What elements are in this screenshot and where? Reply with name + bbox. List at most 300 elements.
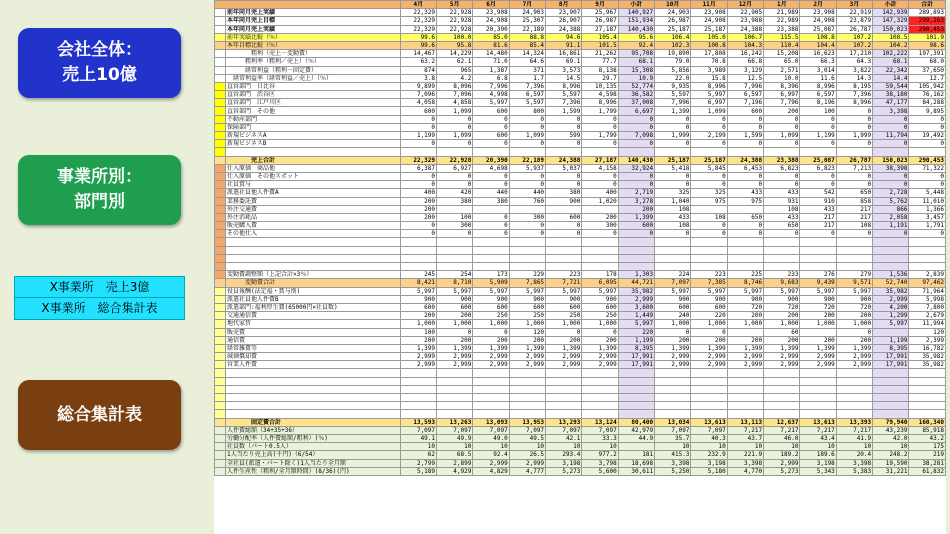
data-cell[interactable]: 95.8 bbox=[437, 41, 473, 49]
data-cell[interactable]: 245 bbox=[400, 271, 436, 279]
data-cell[interactable]: 19,890 bbox=[655, 50, 691, 58]
data-cell[interactable]: 0 bbox=[546, 123, 582, 131]
data-cell[interactable]: 23,388 bbox=[764, 25, 800, 33]
data-cell[interactable]: 6,095 bbox=[582, 279, 618, 287]
data-cell[interactable]: 95,708 bbox=[618, 50, 654, 58]
data-cell[interactable]: 5,997 bbox=[400, 287, 436, 295]
data-cell[interactable] bbox=[582, 410, 618, 418]
data-cell[interactable] bbox=[509, 148, 545, 156]
data-cell[interactable]: 0 bbox=[800, 230, 836, 238]
data-cell[interactable]: 3.8 bbox=[400, 74, 436, 82]
data-cell[interactable]: 975 bbox=[691, 197, 727, 205]
data-cell[interactable]: 18,698 bbox=[618, 459, 654, 467]
data-cell[interactable]: 900 bbox=[509, 295, 545, 303]
data-cell[interactable]: 10 bbox=[691, 443, 727, 451]
data-cell[interactable]: 8,396 bbox=[764, 82, 800, 90]
data-cell[interactable]: 13,263 bbox=[437, 418, 473, 426]
data-cell[interactable]: 63.2 bbox=[400, 58, 436, 66]
data-cell[interactable]: 7,996 bbox=[655, 99, 691, 107]
data-cell[interactable]: 22,342 bbox=[873, 66, 909, 74]
data-cell[interactable]: 20.4 bbox=[836, 451, 872, 459]
data-cell[interactable] bbox=[473, 402, 509, 410]
data-cell[interactable] bbox=[618, 263, 654, 271]
data-cell[interactable] bbox=[509, 263, 545, 271]
data-cell[interactable]: 289,893 bbox=[909, 9, 946, 17]
data-cell[interactable] bbox=[618, 369, 654, 377]
data-cell[interactable]: 1,399 bbox=[473, 344, 509, 352]
row-label-cell[interactable]: 仕入原価 その他スポット bbox=[226, 172, 401, 180]
data-cell[interactable] bbox=[509, 385, 545, 393]
data-cell[interactable]: 81.6 bbox=[473, 41, 509, 49]
data-cell[interactable]: 2,999 bbox=[509, 353, 545, 361]
data-cell[interactable]: 14.5 bbox=[546, 74, 582, 82]
data-cell[interactable]: 2,999 bbox=[800, 353, 836, 361]
data-cell[interactable]: 900 bbox=[691, 295, 727, 303]
data-cell[interactable] bbox=[473, 394, 509, 402]
data-cell[interactable] bbox=[836, 254, 872, 262]
data-cell[interactable]: 13,393 bbox=[836, 418, 872, 426]
data-cell[interactable]: 10 bbox=[473, 443, 509, 451]
data-cell[interactable]: 1,399 bbox=[836, 344, 872, 352]
data-cell[interactable]: 0 bbox=[437, 115, 473, 123]
data-cell[interactable]: 13,613 bbox=[800, 418, 836, 426]
row-label-cell[interactable] bbox=[226, 254, 401, 262]
data-cell[interactable] bbox=[546, 410, 582, 418]
row-label-cell[interactable] bbox=[226, 385, 401, 393]
data-cell[interactable] bbox=[800, 369, 836, 377]
data-cell[interactable]: 1,000 bbox=[655, 320, 691, 328]
data-cell[interactable]: 25,187 bbox=[691, 25, 727, 33]
data-cell[interactable] bbox=[764, 238, 800, 246]
data-cell[interactable] bbox=[727, 205, 763, 213]
data-cell[interactable]: 200 bbox=[400, 213, 436, 221]
data-cell[interactable] bbox=[618, 385, 654, 393]
data-cell[interactable]: 85,918 bbox=[909, 426, 946, 434]
data-cell[interactable]: 173 bbox=[473, 271, 509, 279]
data-cell[interactable]: 224 bbox=[655, 271, 691, 279]
data-cell[interactable]: 17,210 bbox=[836, 50, 872, 58]
data-cell[interactable]: 178 bbox=[582, 271, 618, 279]
data-cell[interactable]: 0 bbox=[582, 123, 618, 131]
data-cell[interactable]: 0 bbox=[582, 172, 618, 180]
data-cell[interactable]: 3,398 bbox=[727, 459, 763, 467]
data-cell[interactable] bbox=[473, 148, 509, 156]
data-cell[interactable]: 24,903 bbox=[655, 9, 691, 17]
row-label-cell[interactable]: 前年実績比較（％） bbox=[226, 33, 401, 41]
data-cell[interactable]: 0 bbox=[836, 115, 872, 123]
data-cell[interactable] bbox=[727, 369, 763, 377]
data-cell[interactable] bbox=[618, 254, 654, 262]
data-cell[interactable] bbox=[437, 263, 473, 271]
data-cell[interactable]: 101.5 bbox=[582, 41, 618, 49]
data-cell[interactable]: 250 bbox=[509, 312, 545, 320]
data-cell[interactable]: 1,999 bbox=[655, 132, 691, 140]
data-cell[interactable]: 23,988 bbox=[727, 17, 763, 25]
data-cell[interactable]: 24,903 bbox=[509, 9, 545, 17]
data-cell[interactable] bbox=[727, 402, 763, 410]
data-cell[interactable]: 1,199 bbox=[873, 336, 909, 344]
data-cell[interactable]: 108 bbox=[836, 222, 872, 230]
data-cell[interactable]: 10 bbox=[836, 443, 872, 451]
data-cell[interactable]: 0 bbox=[473, 140, 509, 148]
data-cell[interactable]: 0 bbox=[655, 230, 691, 238]
data-cell[interactable] bbox=[800, 263, 836, 271]
data-cell[interactable]: 9,439 bbox=[800, 279, 836, 287]
data-cell[interactable]: 24,388 bbox=[727, 156, 763, 164]
data-cell[interactable]: 8,996 bbox=[691, 82, 727, 90]
data-cell[interactable]: 5,273 bbox=[764, 467, 800, 475]
data-cell[interactable]: 104.4 bbox=[800, 41, 836, 49]
data-cell[interactable]: 0 bbox=[437, 230, 473, 238]
row-label-cell[interactable]: 保険部門 bbox=[226, 123, 401, 131]
data-cell[interactable]: 5,997 bbox=[437, 287, 473, 295]
data-cell[interactable]: 7,098 bbox=[618, 132, 654, 140]
data-cell[interactable]: 1,599 bbox=[727, 132, 763, 140]
data-cell[interactable]: 3,798 bbox=[582, 459, 618, 467]
row-label-cell[interactable]: 本年同月売上目標 bbox=[226, 17, 401, 25]
data-cell[interactable]: 5,273 bbox=[546, 467, 582, 475]
data-cell[interactable]: 49.9 bbox=[437, 434, 473, 442]
data-cell[interactable]: 542 bbox=[800, 189, 836, 197]
data-cell[interactable]: 650 bbox=[764, 222, 800, 230]
data-cell[interactable]: 38,281 bbox=[909, 459, 946, 467]
data-cell[interactable]: 760 bbox=[509, 197, 545, 205]
data-cell[interactable]: 0 bbox=[400, 123, 436, 131]
data-cell[interactable]: 900 bbox=[546, 295, 582, 303]
data-cell[interactable] bbox=[437, 369, 473, 377]
data-cell[interactable]: 0 bbox=[727, 123, 763, 131]
data-cell[interactable]: 0 bbox=[437, 123, 473, 131]
data-cell[interactable]: 14,480 bbox=[473, 50, 509, 58]
data-cell[interactable]: 14,467 bbox=[400, 50, 436, 58]
data-cell[interactable]: 0 bbox=[618, 123, 654, 131]
data-cell[interactable]: 107.2 bbox=[836, 41, 872, 49]
data-cell[interactable]: 5,845 bbox=[691, 164, 727, 172]
data-cell[interactable]: 1,399 bbox=[437, 344, 473, 352]
data-cell[interactable]: 6,823 bbox=[764, 164, 800, 172]
data-cell[interactable] bbox=[582, 148, 618, 156]
data-cell[interactable]: 44,721 bbox=[618, 279, 654, 287]
data-cell[interactable]: 0 bbox=[727, 115, 763, 123]
data-cell[interactable]: 49.1 bbox=[400, 434, 436, 442]
data-cell[interactable] bbox=[691, 369, 727, 377]
data-cell[interactable] bbox=[836, 410, 872, 418]
data-cell[interactable]: 1,000 bbox=[764, 320, 800, 328]
data-cell[interactable]: 900 bbox=[764, 295, 800, 303]
data-cell[interactable]: 0 bbox=[509, 115, 545, 123]
data-cell[interactable] bbox=[873, 328, 909, 336]
data-cell[interactable]: 1,099 bbox=[437, 132, 473, 140]
data-cell[interactable] bbox=[800, 402, 836, 410]
data-cell[interactable] bbox=[509, 394, 545, 402]
data-cell[interactable] bbox=[400, 238, 436, 246]
data-cell[interactable]: 0 bbox=[473, 172, 509, 180]
row-label-cell[interactable]: 労働分配率（人件費総額/粗利）(％) bbox=[226, 434, 401, 442]
data-cell[interactable] bbox=[691, 254, 727, 262]
data-cell[interactable]: 200 bbox=[655, 336, 691, 344]
data-cell[interactable]: 0 bbox=[836, 230, 872, 238]
data-cell[interactable]: 4,858 bbox=[437, 99, 473, 107]
data-cell[interactable] bbox=[582, 385, 618, 393]
data-cell[interactable]: 80,400 bbox=[618, 418, 654, 426]
data-cell[interactable]: 13,953 bbox=[509, 418, 545, 426]
data-cell[interactable]: 9,895 bbox=[909, 107, 946, 115]
data-cell[interactable] bbox=[691, 238, 727, 246]
data-cell[interactable]: 2,719 bbox=[618, 189, 654, 197]
data-cell[interactable]: 0 bbox=[546, 230, 582, 238]
data-cell[interactable]: 2,999 bbox=[618, 295, 654, 303]
data-cell[interactable]: 2,999 bbox=[727, 353, 763, 361]
data-cell[interactable]: 600 bbox=[655, 303, 691, 311]
data-cell[interactable]: 9,571 bbox=[836, 279, 872, 287]
data-cell[interactable]: 1,191 bbox=[873, 222, 909, 230]
data-cell[interactable]: 2,999 bbox=[509, 361, 545, 369]
data-cell[interactable]: 94.6 bbox=[546, 33, 582, 41]
data-cell[interactable]: 10 bbox=[437, 443, 473, 451]
data-cell[interactable]: 5,997 bbox=[727, 287, 763, 295]
data-cell[interactable]: 2,999 bbox=[473, 459, 509, 467]
data-cell[interactable]: 2,999 bbox=[546, 361, 582, 369]
data-cell[interactable]: 433 bbox=[655, 213, 691, 221]
data-cell[interactable]: 95.6 bbox=[618, 33, 654, 41]
data-cell[interactable]: 4,158 bbox=[582, 164, 618, 172]
data-cell[interactable]: 11.6 bbox=[800, 74, 836, 82]
data-cell[interactable]: 105.4 bbox=[582, 33, 618, 41]
data-cell[interactable]: 70.8 bbox=[691, 58, 727, 66]
data-cell[interactable]: 600 bbox=[727, 107, 763, 115]
data-cell[interactable]: 1,000 bbox=[800, 320, 836, 328]
data-cell[interactable]: 13,113 bbox=[727, 418, 763, 426]
data-cell[interactable] bbox=[836, 263, 872, 271]
data-cell[interactable]: 8,996 bbox=[582, 99, 618, 107]
data-cell[interactable] bbox=[909, 410, 946, 418]
row-label-cell[interactable]: 経常利益率（経常利益／売上）（％） bbox=[226, 74, 401, 82]
row-label-cell[interactable] bbox=[226, 148, 401, 156]
row-label-cell[interactable]: 販売購入費 bbox=[226, 222, 401, 230]
data-cell[interactable] bbox=[546, 385, 582, 393]
data-cell[interactable]: 0 bbox=[691, 123, 727, 131]
data-cell[interactable] bbox=[909, 263, 946, 271]
data-cell[interactable]: 1,099 bbox=[437, 107, 473, 115]
data-cell[interactable]: 62 bbox=[400, 451, 436, 459]
row-label-cell[interactable]: 直営部門 その他 bbox=[226, 107, 401, 115]
data-cell[interactable]: 110.4 bbox=[764, 41, 800, 49]
x-office-summary-link[interactable]: X事業所 総合集計表 bbox=[41, 301, 158, 315]
data-cell[interactable]: 105.0 bbox=[691, 33, 727, 41]
data-cell[interactable]: 0 bbox=[473, 115, 509, 123]
data-cell[interactable]: 5,189 bbox=[400, 467, 436, 475]
data-cell[interactable]: 17,991 bbox=[873, 361, 909, 369]
data-cell[interactable]: 650 bbox=[836, 189, 872, 197]
data-cell[interactable] bbox=[618, 148, 654, 156]
data-cell[interactable]: 2,999 bbox=[546, 353, 582, 361]
data-cell[interactable] bbox=[691, 402, 727, 410]
data-cell[interactable] bbox=[873, 238, 909, 246]
data-cell[interactable]: 325 bbox=[655, 189, 691, 197]
data-cell[interactable]: 25,187 bbox=[691, 156, 727, 164]
data-cell[interactable]: 2,999 bbox=[691, 361, 727, 369]
x-office-sales-link[interactable]: X事業所 売上3億 bbox=[15, 277, 184, 298]
data-cell[interactable]: 2,999 bbox=[473, 361, 509, 369]
row-label-cell[interactable]: 仕入原価 商品他 bbox=[226, 164, 401, 172]
data-cell[interactable]: 0 bbox=[691, 115, 727, 123]
data-cell[interactable] bbox=[873, 148, 909, 156]
data-cell[interactable]: 13,613 bbox=[691, 418, 727, 426]
row-label-cell[interactable] bbox=[226, 246, 401, 254]
data-cell[interactable]: 31,221 bbox=[873, 467, 909, 475]
data-cell[interactable] bbox=[546, 369, 582, 377]
data-cell[interactable] bbox=[582, 246, 618, 254]
data-cell[interactable] bbox=[400, 254, 436, 262]
data-cell[interactable]: 40.3 bbox=[691, 434, 727, 442]
data-cell[interactable]: 1,399 bbox=[546, 344, 582, 352]
data-cell[interactable]: 25,187 bbox=[655, 25, 691, 33]
data-cell[interactable] bbox=[764, 263, 800, 271]
data-cell[interactable]: 977.2 bbox=[582, 451, 618, 459]
data-cell[interactable] bbox=[836, 377, 872, 385]
data-cell[interactable]: 4,998 bbox=[473, 91, 509, 99]
data-cell[interactable]: 4,058 bbox=[400, 99, 436, 107]
data-cell[interactable] bbox=[437, 254, 473, 262]
data-cell[interactable] bbox=[764, 402, 800, 410]
data-cell[interactable]: 0 bbox=[909, 123, 946, 131]
data-cell[interactable]: 1,399 bbox=[727, 344, 763, 352]
data-cell[interactable]: 720 bbox=[836, 303, 872, 311]
data-cell[interactable]: 0 bbox=[800, 115, 836, 123]
data-cell[interactable]: 7,721 bbox=[546, 279, 582, 287]
data-cell[interactable] bbox=[618, 246, 654, 254]
data-cell[interactable]: 26,787 bbox=[836, 156, 872, 164]
data-cell[interactable]: 1,099 bbox=[764, 132, 800, 140]
data-cell[interactable]: 600 bbox=[473, 303, 509, 311]
data-cell[interactable]: 140,430 bbox=[618, 25, 654, 33]
data-cell[interactable]: 219 bbox=[909, 451, 946, 459]
data-cell[interactable]: 2,999 bbox=[727, 361, 763, 369]
data-cell[interactable]: 221.9 bbox=[727, 451, 763, 459]
row-label-cell[interactable]: 通信費 bbox=[226, 336, 401, 344]
data-cell[interactable]: 160,340 bbox=[909, 418, 946, 426]
data-cell[interactable]: 0 bbox=[800, 172, 836, 180]
data-cell[interactable]: 13,093 bbox=[473, 418, 509, 426]
data-cell[interactable]: 7,097 bbox=[691, 426, 727, 434]
data-cell[interactable]: 7,097 bbox=[437, 426, 473, 434]
data-cell[interactable]: 100.8 bbox=[691, 41, 727, 49]
data-cell[interactable]: 200 bbox=[582, 336, 618, 344]
data-cell[interactable]: 7,096 bbox=[437, 91, 473, 99]
data-cell[interactable]: 27,187 bbox=[582, 156, 618, 164]
data-cell[interactable]: 38,180 bbox=[873, 91, 909, 99]
data-cell[interactable]: 415.3 bbox=[655, 451, 691, 459]
data-cell[interactable]: 26.5 bbox=[509, 451, 545, 459]
data-cell[interactable]: 0 bbox=[727, 172, 763, 180]
data-cell[interactable]: 17,991 bbox=[873, 353, 909, 361]
data-cell[interactable]: 600 bbox=[618, 222, 654, 230]
data-cell[interactable]: 5,997 bbox=[473, 287, 509, 295]
data-cell[interactable]: 1,099 bbox=[691, 107, 727, 115]
data-cell[interactable]: 900 bbox=[655, 295, 691, 303]
data-cell[interactable]: 0 bbox=[764, 115, 800, 123]
data-cell[interactable]: 720 bbox=[727, 303, 763, 311]
data-cell[interactable] bbox=[909, 254, 946, 262]
data-cell[interactable]: 0 bbox=[909, 172, 946, 180]
data-cell[interactable]: 5,937 bbox=[509, 164, 545, 172]
data-cell[interactable] bbox=[509, 205, 545, 213]
data-cell[interactable]: 10 bbox=[873, 443, 909, 451]
data-cell[interactable]: 5,762 bbox=[873, 197, 909, 205]
data-cell[interactable] bbox=[473, 385, 509, 393]
data-cell[interactable]: 22,928 bbox=[437, 17, 473, 25]
data-cell[interactable]: 0 bbox=[437, 140, 473, 148]
data-cell[interactable] bbox=[582, 402, 618, 410]
data-cell[interactable]: 43.2 bbox=[909, 434, 946, 442]
data-cell[interactable]: 7,800 bbox=[909, 303, 946, 311]
office-department-button[interactable] bbox=[18, 155, 181, 225]
data-cell[interactable]: 5,597 bbox=[509, 99, 545, 107]
data-cell[interactable]: 420 bbox=[437, 189, 473, 197]
data-cell[interactable]: 1,366 bbox=[909, 205, 946, 213]
data-cell[interactable]: 400 bbox=[400, 189, 436, 197]
data-cell[interactable]: 0 bbox=[836, 181, 872, 189]
data-cell[interactable] bbox=[691, 394, 727, 402]
data-cell[interactable]: 600 bbox=[691, 303, 727, 311]
data-cell[interactable]: 4.2 bbox=[437, 74, 473, 82]
data-cell[interactable]: 19,590 bbox=[873, 459, 909, 467]
data-cell[interactable]: 1,799 bbox=[582, 132, 618, 140]
data-cell[interactable]: 5,997 bbox=[800, 287, 836, 295]
data-cell[interactable]: 13,034 bbox=[655, 418, 691, 426]
company-total-button[interactable] bbox=[18, 28, 181, 98]
data-cell[interactable]: 3,198 bbox=[691, 459, 727, 467]
data-cell[interactable]: 10 bbox=[800, 443, 836, 451]
data-cell[interactable]: 248.2 bbox=[873, 451, 909, 459]
data-cell[interactable]: 931 bbox=[764, 197, 800, 205]
data-cell[interactable] bbox=[437, 394, 473, 402]
data-cell[interactable]: 106.7 bbox=[727, 33, 763, 41]
data-cell[interactable]: 11,994 bbox=[909, 320, 946, 328]
data-cell[interactable]: 46.0 bbox=[764, 434, 800, 442]
data-cell[interactable]: 2,999 bbox=[764, 353, 800, 361]
data-cell[interactable]: 0 bbox=[400, 222, 436, 230]
data-cell[interactable]: 1,199 bbox=[800, 132, 836, 140]
data-cell[interactable]: 7,996 bbox=[473, 82, 509, 90]
data-cell[interactable]: 1,199 bbox=[618, 336, 654, 344]
row-label-cell[interactable] bbox=[226, 263, 401, 271]
data-cell[interactable]: 16,242 bbox=[727, 50, 763, 58]
data-cell[interactable]: 0 bbox=[691, 222, 727, 230]
data-cell[interactable]: 1,199 bbox=[400, 132, 436, 140]
data-cell[interactable]: 65.0 bbox=[764, 58, 800, 66]
data-cell[interactable] bbox=[836, 148, 872, 156]
data-cell[interactable] bbox=[582, 238, 618, 246]
data-cell[interactable]: 25,307 bbox=[509, 17, 545, 25]
data-cell[interactable]: 600 bbox=[400, 107, 436, 115]
data-cell[interactable]: 0 bbox=[618, 115, 654, 123]
data-cell[interactable]: 0 bbox=[836, 328, 872, 336]
data-cell[interactable]: 0 bbox=[473, 328, 509, 336]
data-cell[interactable]: 92.4 bbox=[473, 451, 509, 459]
data-cell[interactable]: 9,935 bbox=[655, 82, 691, 90]
data-cell[interactable]: 2,399 bbox=[909, 336, 946, 344]
data-cell[interactable]: 3,398 bbox=[836, 459, 872, 467]
data-cell[interactable]: 4,770 bbox=[727, 467, 763, 475]
data-cell[interactable] bbox=[437, 377, 473, 385]
data-cell[interactable] bbox=[437, 205, 473, 213]
data-cell[interactable]: 2,999 bbox=[764, 459, 800, 467]
data-cell[interactable]: 22,329 bbox=[400, 17, 436, 25]
data-cell[interactable]: 5,997 bbox=[509, 287, 545, 295]
data-cell[interactable]: 7,385 bbox=[691, 279, 727, 287]
data-cell[interactable]: 2,899 bbox=[437, 459, 473, 467]
